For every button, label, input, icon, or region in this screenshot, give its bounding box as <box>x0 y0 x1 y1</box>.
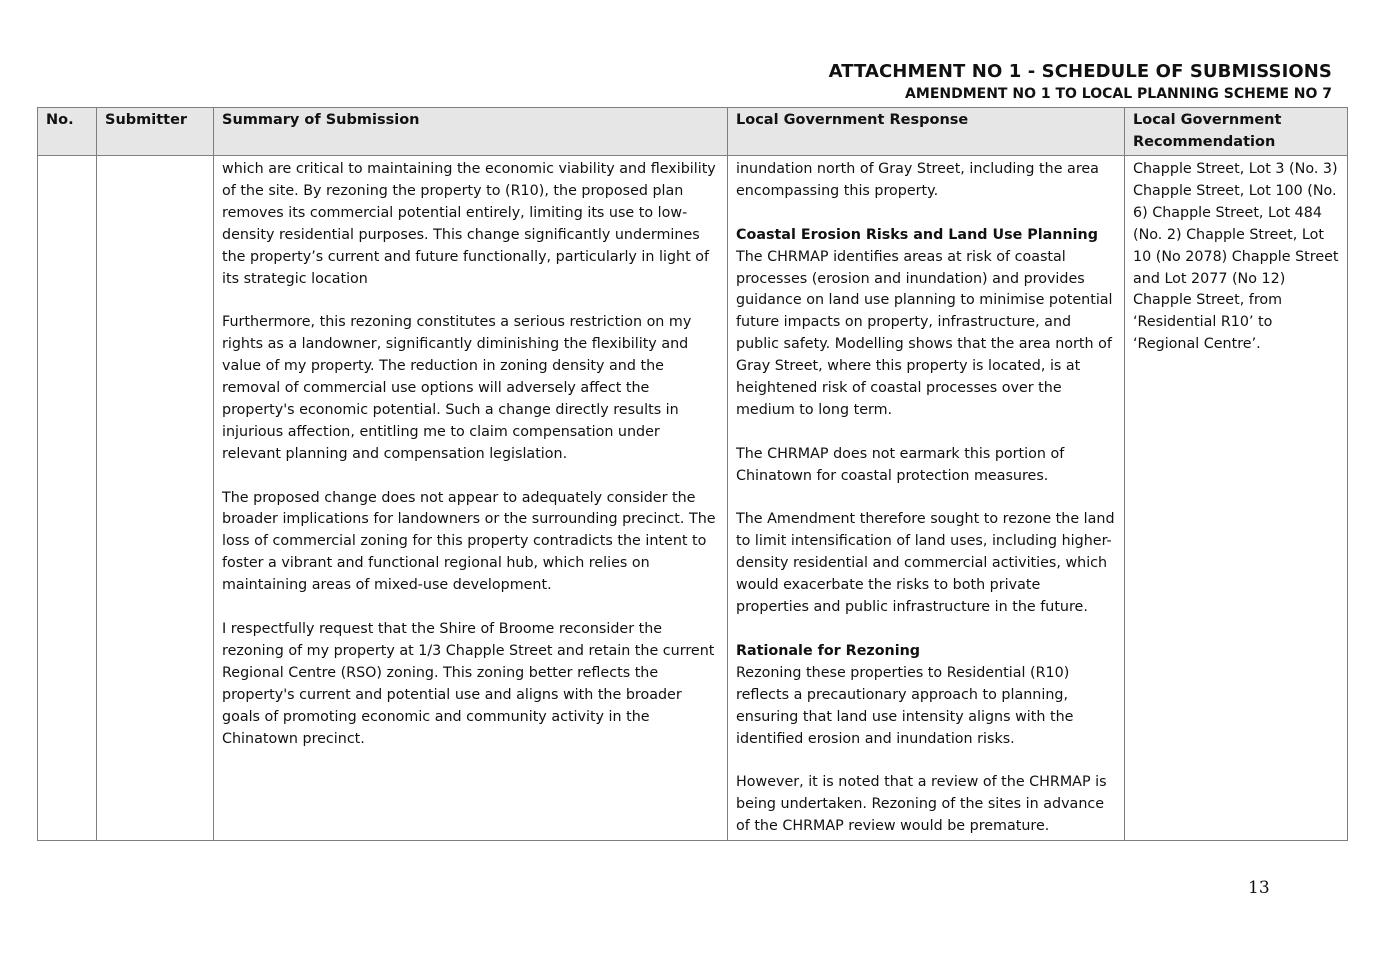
cell-summary <box>214 156 728 841</box>
column-header-response: Local Government Response <box>728 108 1125 156</box>
page-number: 13 <box>1248 878 1270 898</box>
coastal-text: The CHRMAP identifies areas at risk of coastal processes (erosion and inundation) and provides guidance on land use planning to minimise potential future impacts on property, infrastructure, and public safety. Modelling shows that the area north of Gray Street, where this property is located, is at heightened risk of coastal processes over the medium to long term. <box>736 248 1113 418</box>
response-earmark: The CHRMAP does not earmark this portion of Chinatown for coastal protection measures. <box>736 445 1065 484</box>
response-review: However, it is noted that a review of the CHRMAP is being undertaken. Rezoning of the sites in advance of the CHRMAP review would be premature. <box>736 774 1107 835</box>
table-header-row <box>38 108 1348 156</box>
document-title: ATTACHMENT NO 1 - SCHEDULE OF SUBMISSIONS <box>828 61 1332 82</box>
cell-submitter <box>97 156 214 841</box>
column-header-no: No. <box>38 108 97 156</box>
coastal-heading: Coastal Erosion Risks and Land Use Planning <box>736 226 1098 243</box>
response-coastal-section <box>736 225 1116 422</box>
summary-paragraph: Furthermore, this rezoning constitutes a serious restriction on my rights as a landowner, significantly diminishing the flexibility and value of my property. The reduction in zoning density and the removal of commercial use options will adversely affect the property's economic potential. Such a change directly results in injurious affection, entitling me to claim compensation under relevant planning and compensation legislation. <box>222 314 692 462</box>
document-header <box>829 60 1332 104</box>
response-amendment: The Amendment therefore sought to rezone the land to limit intensification of land uses, including higher-density residential and commercial activities, which would exacerbate the risks to both private properties and public infrastructure in the future. <box>736 511 1115 616</box>
cell-response <box>728 156 1125 841</box>
rationale-text: Rezoning these properties to Residential (R10) reflects a precautionary approach to planning, ensuring that land use intensity aligns with the identified erosion and inundation risks. <box>736 664 1074 747</box>
column-header-submitter: Submitter <box>97 108 214 156</box>
cell-no <box>38 156 97 841</box>
column-header-recommendation: Local Government Recommendation <box>1125 108 1348 156</box>
document-subtitle: AMENDMENT NO 1 TO LOCAL PLANNING SCHEME NO 7 <box>905 86 1332 102</box>
cell-recommendation: Chapple Street, Lot 3 (No. 3) Chapple Street, Lot 100 (No. 6) Chapple Street, Lot 484 (No. 2) Chapple Street, Lot 10 (No 2078) Chapple Street and Lot 2077 (No 12) Chapple Street, from ‘Residential R10’ to ‘Regional Centre’. <box>1125 156 1348 841</box>
submissions-table <box>37 107 1348 841</box>
summary-paragraph: which are critical to maintaining the economic viability and flexibility of the site. By rezoning the property to (R10), the proposed plan removes its commercial potential entirely, limiting its use to low- density residential purposes. This change significantly undermines the property’s current and future functionally, particularly in light of its strategic location <box>222 161 716 287</box>
response-rationale-section <box>736 641 1116 751</box>
summary-paragraph: I respectfully request that the Shire of Broome reconsider the rezoning of my property at 1/3 Chapple Street and retain the current Regional Centre (RSO) zoning. This zoning better reflects the property's current and potential use and aligns with the broader goals of promoting economic and community activity in the Chinatown precinct. <box>222 620 715 747</box>
summary-paragraph: The proposed change does not appear to adequately consider the broader implications for landowners or the surrounding precinct. The loss of commercial zoning for this property contradicts the intent to foster a vibrant and functional regional hub, which relies on maintaining areas of mixed-use development. <box>222 489 716 594</box>
table-row <box>38 156 1348 841</box>
column-header-summary: Summary of Submission <box>214 108 728 156</box>
rationale-heading: Rationale for Rezoning <box>736 642 921 659</box>
response-intro: inundation north of Gray Street, including the area encompassing this property. <box>736 161 1099 199</box>
